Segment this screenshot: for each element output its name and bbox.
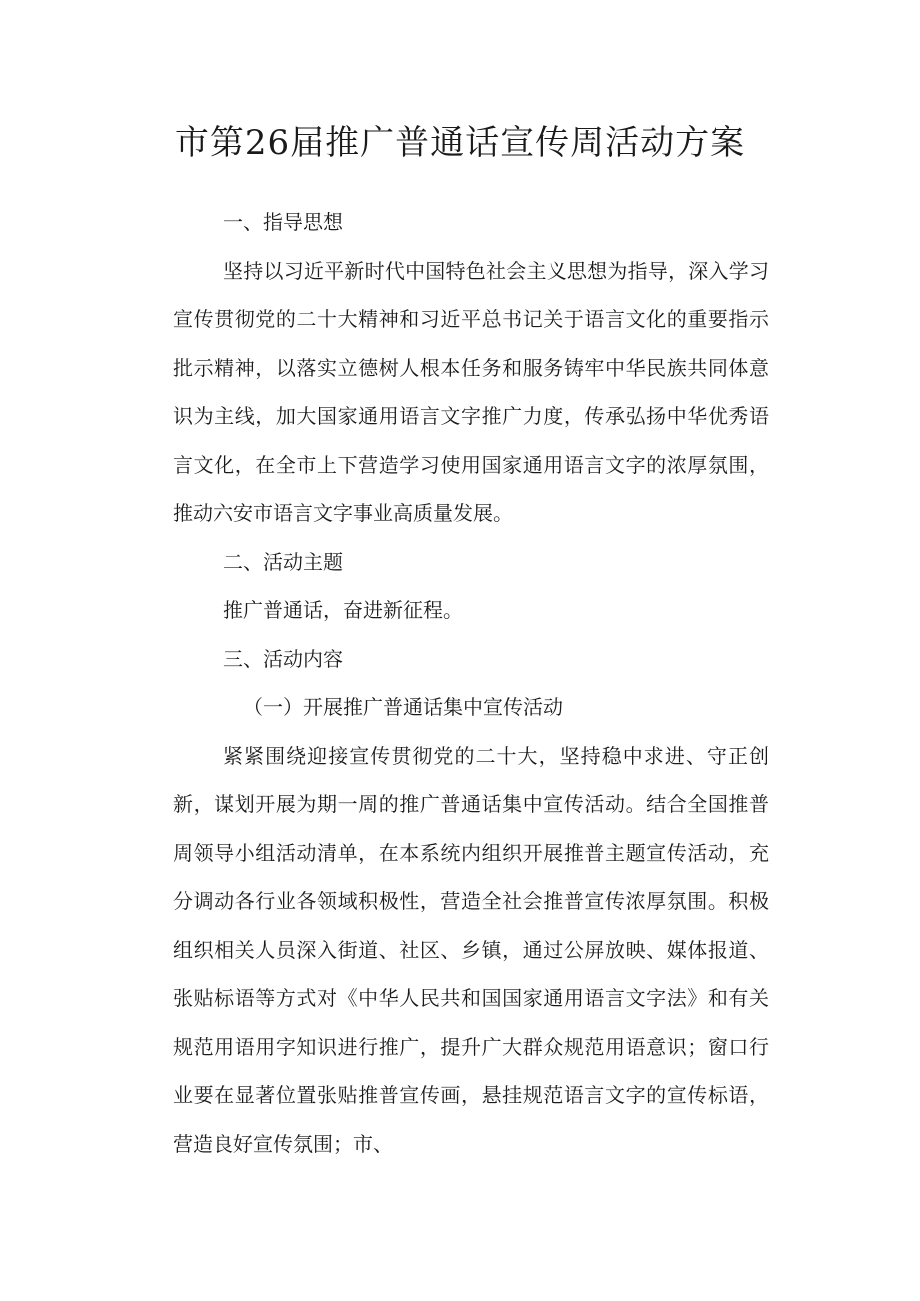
- document-title: 市第26届推广普通话宣传周活动方案: [174, 123, 746, 163]
- section-heading-guiding-ideology: 一、指导思想: [223, 210, 343, 234]
- paragraph-guiding-ideology: 坚持以习近平新时代中国特色社会主义思想为指导，深入学习宣传贯彻党的二十大精神和习近平总书记关于语言文化的重要指示批示精神，以落实立德树人根本任务和服务铸牢中华民族共同体意识为主线，加大国家通用语言文字推广力度，传承弘扬中华优秀语言文化，在全市上下营造学习使用国家通用语言文字的浓厚氛围，推动六安市语言文字事业高质量发展。: [173, 258, 769, 525]
- paragraph-publicity: 紧紧围绕迎接宣传贯彻党的二十大，坚持稳中求进、守正创新，谋划开展为期一周的推广普通话集中宣传活动。结合全国推普周领导小组活动清单，在本系统内组织开展推普主题宣传活动，充分调动各行业各领域积极性，营造全社会推普宣传浓厚氛围。积极组织相关人员深入街道、社区、乡镇，通过公屏放映、媒体报道、张贴标语等方式对《中华人民共和国国家通用语言文字法》和有关规范用语用字知识进行推广，提升广大群众规范用语意识；窗口行业要在显著位置张贴推普宣传画，悬挂规范语言文字的宣传标语，营造良好宣传氛围；市、: [173, 743, 769, 1156]
- section-heading-activity-content: 三、活动内容: [223, 646, 343, 671]
- document-body: [173, 198, 769, 1168]
- section-heading-activity-theme: 二、活动主题: [223, 549, 343, 574]
- paragraph-activity-theme: 推广普通话，奋进新征程。: [223, 598, 463, 622]
- subsection-heading-publicity: （一）开展推广普通话集中宣传活动: [243, 695, 563, 719]
